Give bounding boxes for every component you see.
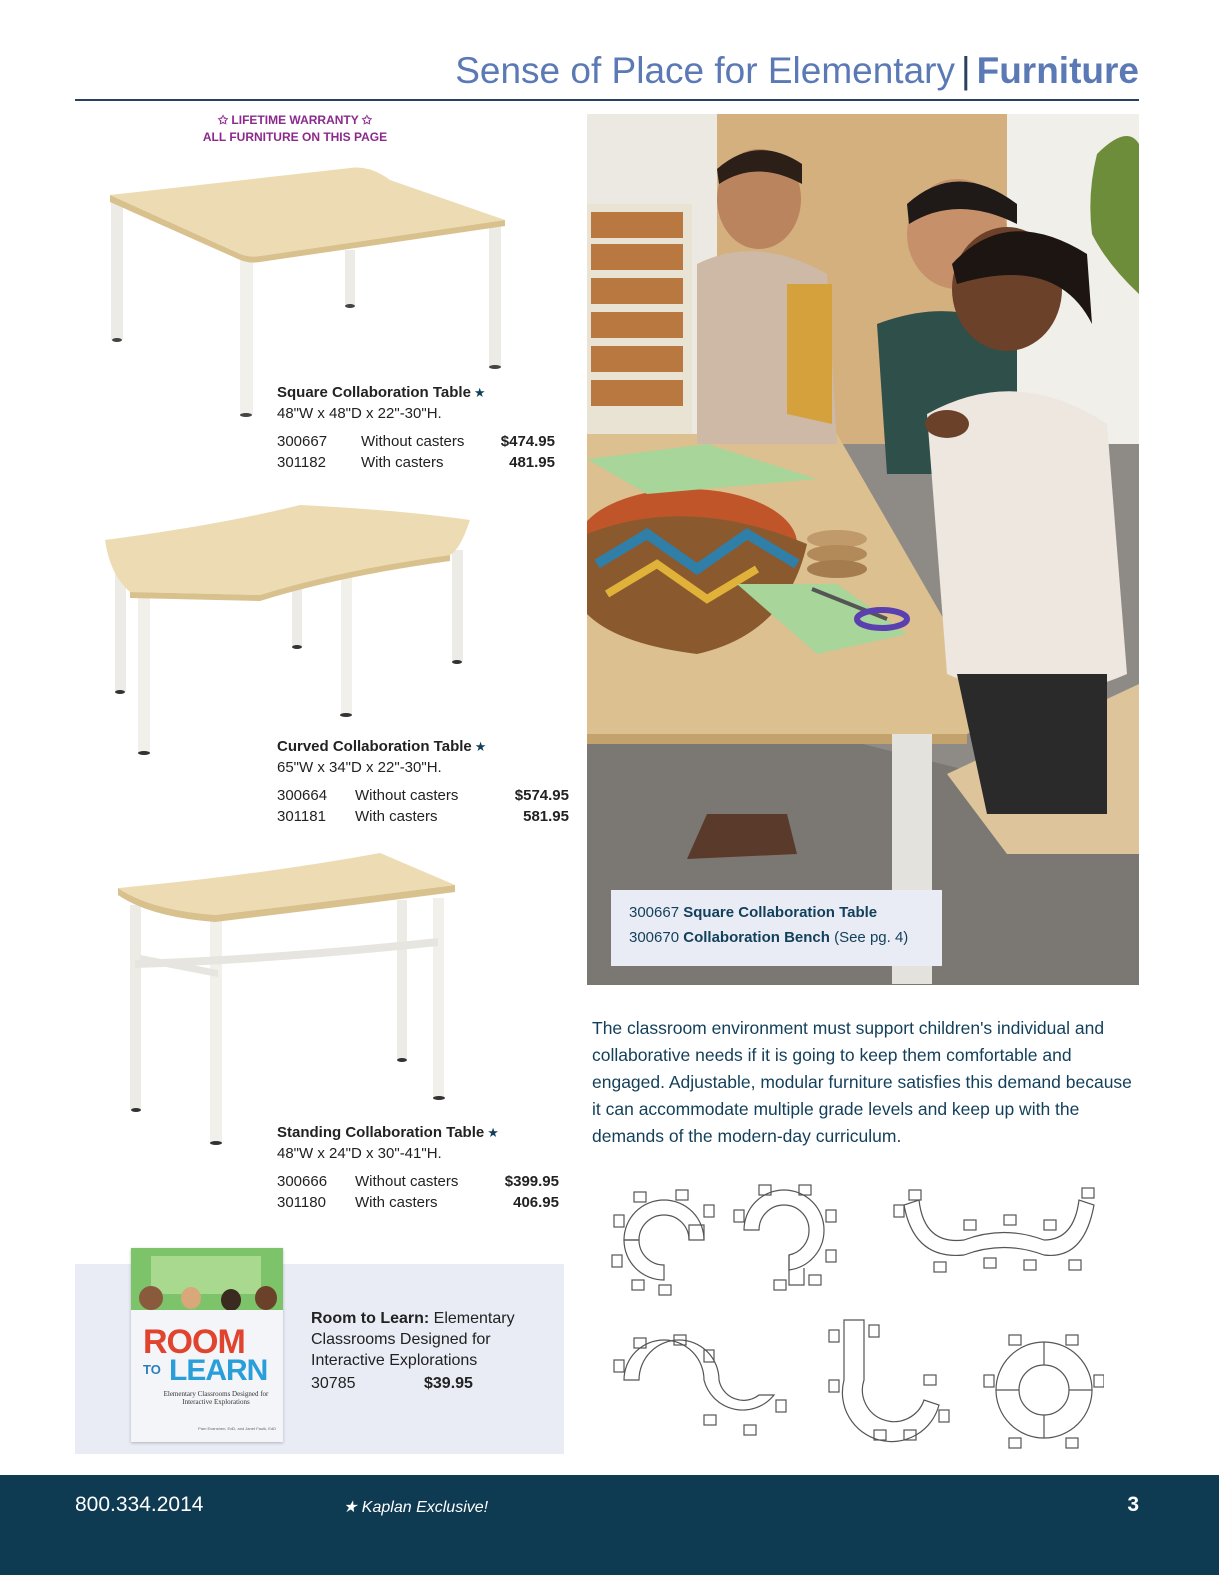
warranty-line-2: ALL FURNITURE ON THIS PAGE: [202, 130, 388, 144]
book-info: [311, 1308, 541, 1394]
phone-number: 800.334.2014: [75, 1493, 204, 1516]
variant: With casters: [361, 454, 444, 471]
layout-wave: [894, 1188, 1094, 1272]
book-cover-title-2: LEARN: [169, 1354, 268, 1387]
sku: 301182: [277, 454, 326, 471]
curved-table-info: [277, 736, 569, 827]
exclusive-text: Kaplan Exclusive!: [361, 1499, 489, 1516]
book-cover-authors: Pam Evanshen, EdD, and Janet Faulk, EdD: [198, 1426, 276, 1431]
layout-s-curve: [614, 1335, 786, 1435]
square-table-info: [277, 382, 555, 473]
page-footer: [0, 1475, 1219, 1575]
sku: 301180: [277, 1194, 326, 1211]
price-row: [277, 806, 569, 827]
sku: 301181: [277, 808, 326, 825]
warranty-notice: [190, 112, 400, 146]
layout-c-shape: [612, 1190, 714, 1295]
caption-product: Collaboration Bench: [683, 929, 830, 946]
caption-note: (See pg. 4): [834, 929, 909, 946]
warranty-line-1: ✩ LIFETIME WARRANTY ✩: [218, 113, 372, 127]
standing-table-info: [277, 1122, 559, 1213]
caption-sku: 300667: [629, 904, 680, 921]
variant: With casters: [355, 1194, 438, 1211]
price: $474.95: [500, 433, 555, 450]
caption-sku: 300670: [629, 929, 680, 946]
variant: Without casters: [355, 1173, 459, 1190]
price-row: [277, 1192, 559, 1213]
table-layout-diagrams: [604, 1180, 1104, 1455]
sku: 300667: [277, 433, 328, 450]
price: $399.95: [504, 1173, 559, 1190]
standing-table-image: [110, 850, 470, 1145]
price-row: [277, 431, 555, 452]
title-separator: |: [960, 50, 971, 91]
curved-table-image: [100, 500, 480, 760]
star-icon: ★: [343, 1499, 358, 1516]
intro-paragraph: The classroom environment must support children's individual and collaborative needs if it is going to keep them comfortable and engaged. Adjustable, modular furniture satisfies this demand because it can accommodate multiple grade levels and keep up with the demands of the modern-day curriculum.: [592, 1018, 1132, 1146]
price-row: [277, 785, 569, 806]
book-cover-title-1: ROOM: [143, 1323, 245, 1361]
layout-circle: [984, 1335, 1104, 1448]
classroom-photo: [587, 114, 1139, 985]
layout-reverse-c: [734, 1185, 836, 1290]
product-dimensions: 65"W x 34"D x 22"-30"H.: [277, 759, 442, 776]
price: 406.95: [513, 1194, 559, 1211]
variant: Without casters: [361, 433, 465, 450]
price: 481.95: [509, 454, 555, 471]
book-cover: [131, 1248, 283, 1442]
product-dimensions: 48"W x 48"D x 22"-30"H.: [277, 405, 442, 422]
product-name: Standing Collaboration Table: [277, 1124, 485, 1141]
exclusive-legend: [343, 1497, 488, 1517]
layout-hook: [829, 1320, 949, 1442]
book-sku: 30785: [311, 1375, 356, 1392]
caption-product: Square Collaboration Table: [683, 904, 878, 921]
price: $574.95: [514, 787, 569, 804]
page-title-light: Sense of Place for Elementary: [455, 50, 955, 91]
price: 581.95: [523, 808, 569, 825]
page-title: [455, 50, 1139, 92]
book-cover-subtitle: Elementary Classrooms Designed for Interactive Explorations: [163, 1390, 269, 1406]
photo-caption: [611, 890, 942, 966]
book-subtitle: Elementary Classrooms Designed for Interactive Explorations: [311, 1310, 515, 1369]
page-title-section: Furniture: [976, 50, 1139, 91]
product-dimensions: 48"W x 24"D x 30"-41"H.: [277, 1145, 442, 1162]
book-cover-title-to: TO: [143, 1362, 161, 1377]
book-price: $39.95: [424, 1375, 473, 1392]
price-row: [277, 1171, 559, 1192]
exclusive-star-icon: ★: [473, 385, 486, 400]
product-name: Square Collaboration Table: [277, 384, 471, 401]
book-title: Room to Learn:: [311, 1310, 430, 1327]
variant: With casters: [355, 808, 438, 825]
header-divider: [75, 99, 1139, 101]
sku: 300664: [277, 787, 328, 804]
exclusive-star-icon: ★: [487, 1125, 499, 1140]
variant: Without casters: [355, 787, 459, 804]
page-number: 3: [1127, 1493, 1139, 1516]
price-row: [277, 452, 555, 473]
sku: 300666: [277, 1173, 328, 1190]
exclusive-star-icon: ★: [474, 739, 487, 754]
product-name: Curved Collaboration Table: [277, 738, 472, 755]
